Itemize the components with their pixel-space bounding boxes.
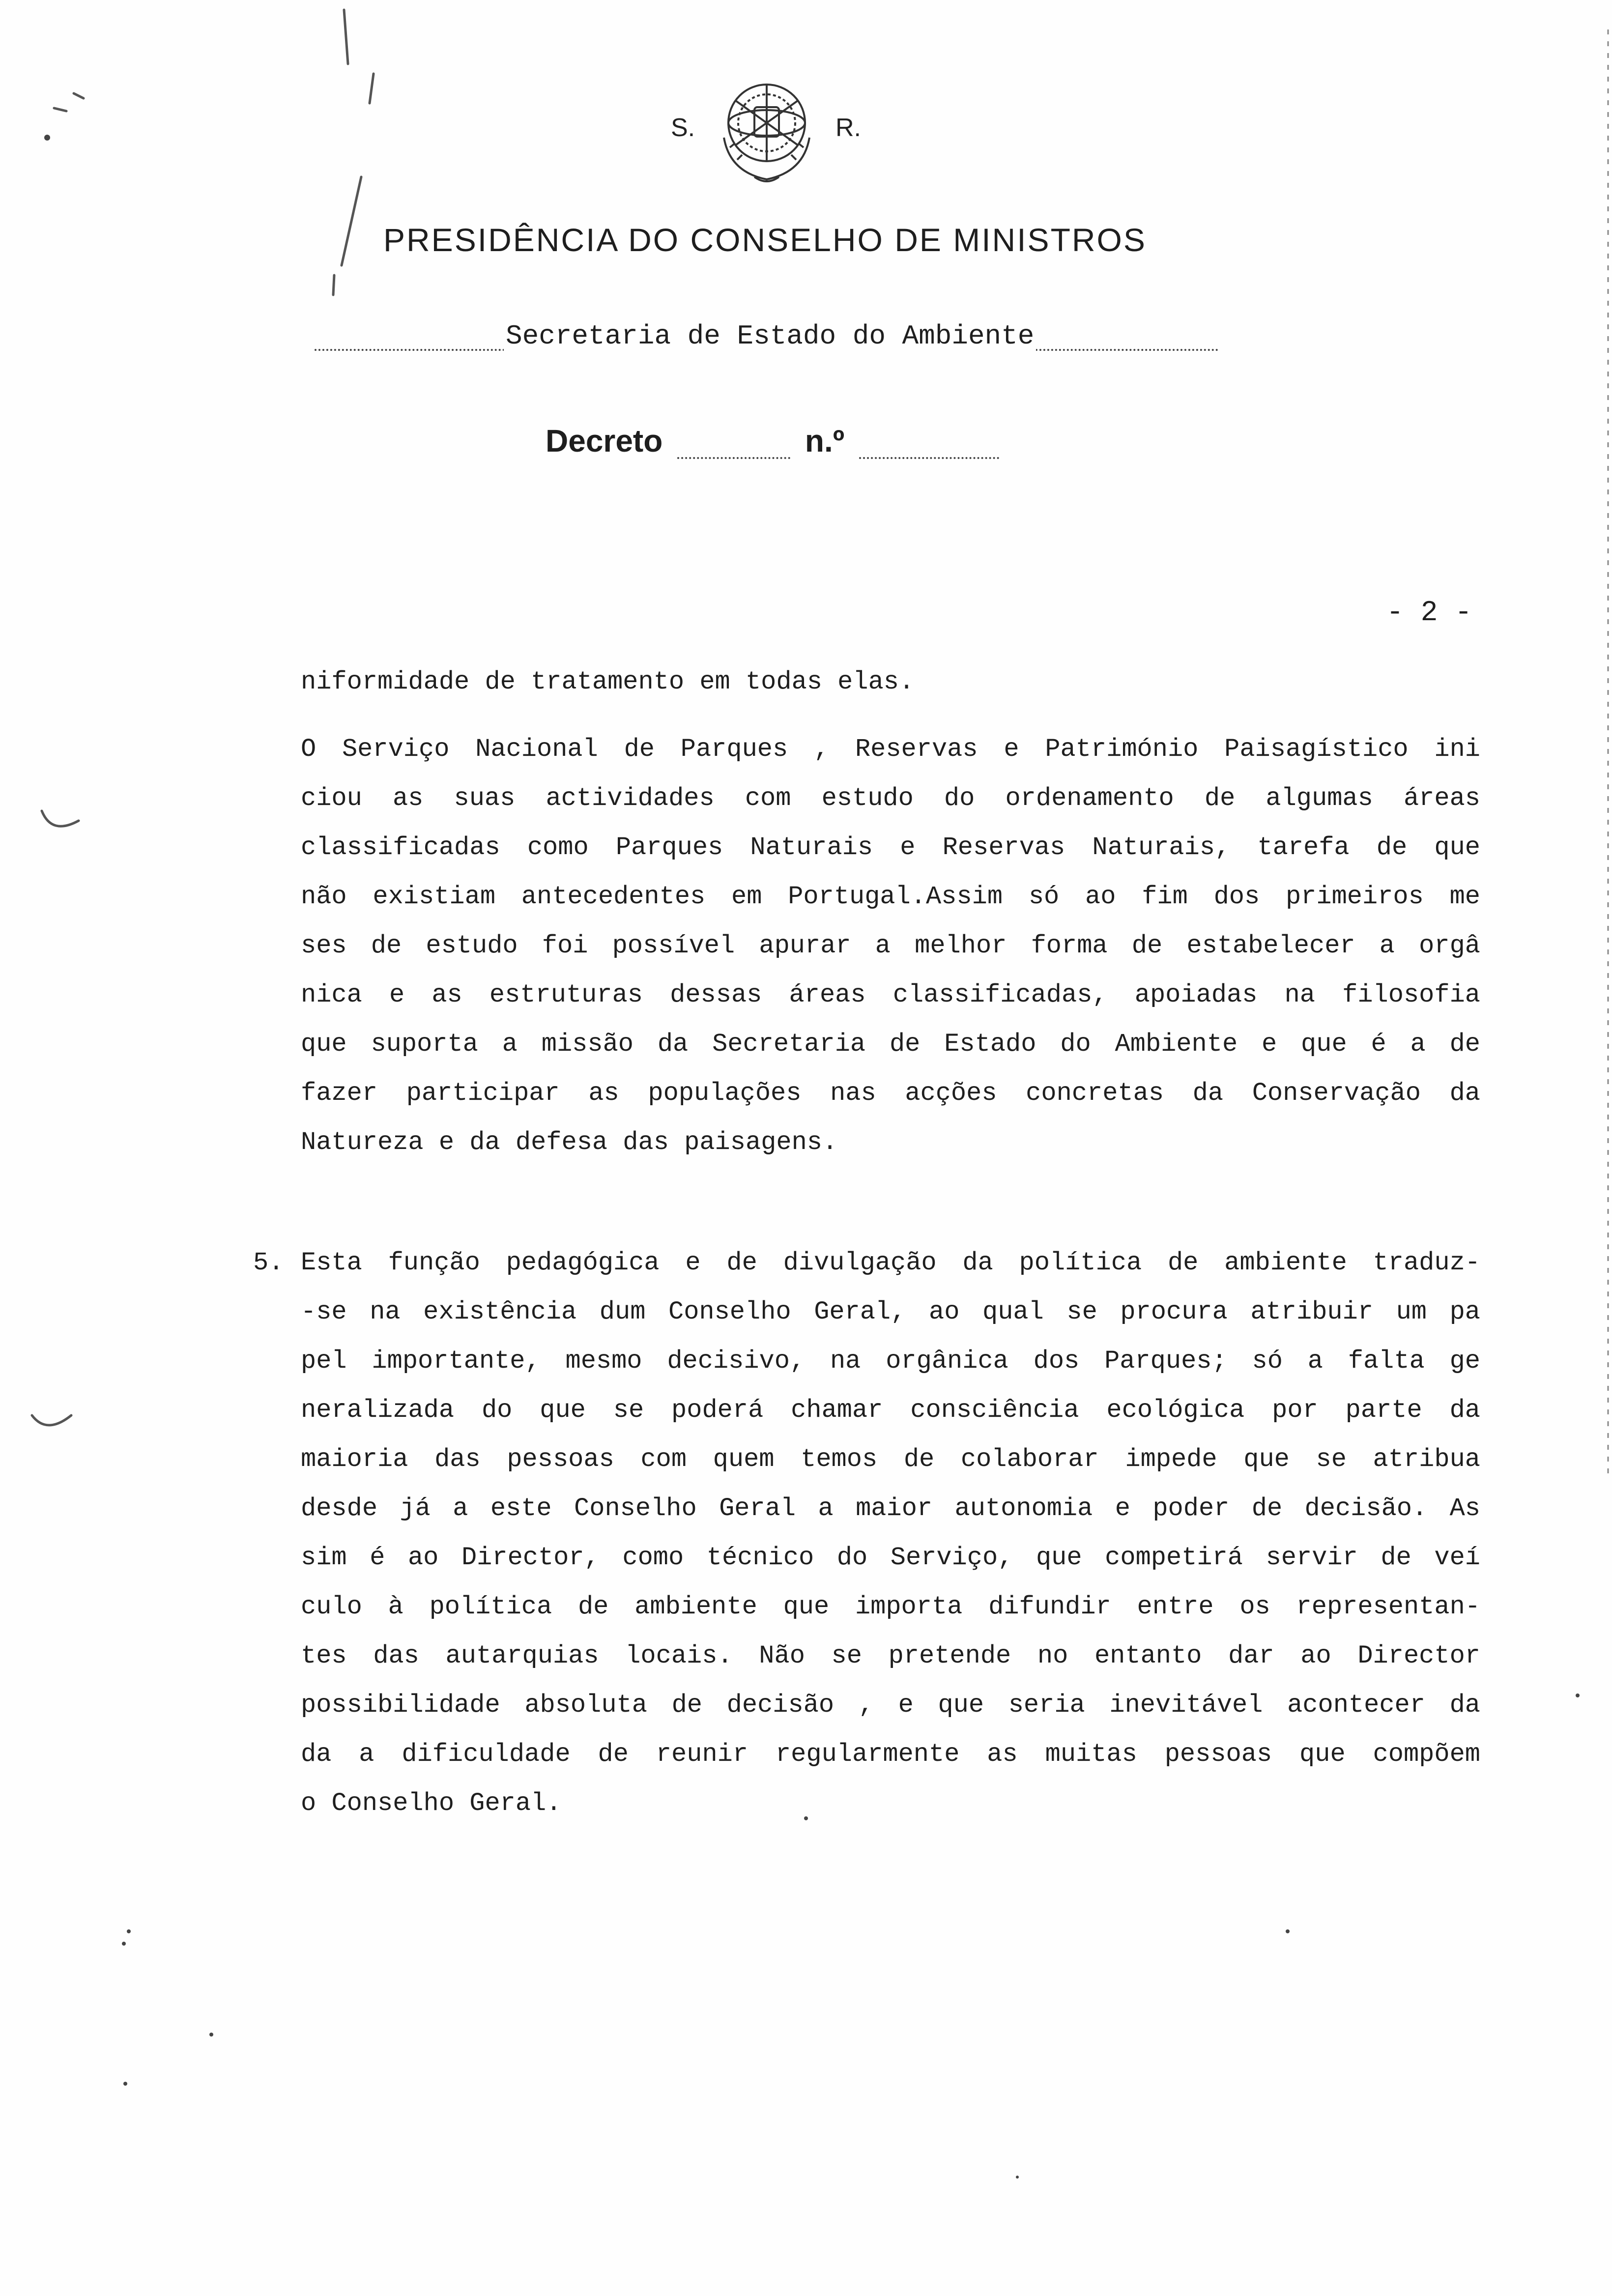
text-line: niformidade de tratamento em todas elas. — [301, 667, 915, 696]
item-5-paragraph — [301, 1238, 1480, 1828]
decreto-dotted-blank — [677, 432, 790, 459]
secretaria-name: Secretaria de Estado do Ambiente — [504, 320, 1036, 352]
text-line: ciou as suas actividades com estudo do ordenamento de algumas áreas — [301, 784, 1480, 813]
text-line: o Conselho Geral. — [301, 1789, 562, 1818]
text-line: Natureza e da defesa das paisagens. — [301, 1128, 838, 1157]
text-line: possibilidade absoluta de decisão , e que seria inevitável acontecer da — [301, 1691, 1480, 1720]
text-line: classificadas como Parques Naturais e Reservas Naturais, tarefa de que — [301, 833, 1480, 862]
text-line: culo à política de ambiente que importa difundir entre os representan- — [301, 1592, 1480, 1621]
text-line: pel importante, mesmo decisivo, na orgânica dos Parques; só a falta ge — [301, 1347, 1480, 1376]
numero-dotted-blank — [859, 432, 999, 459]
text-line: desde já a este Conselho Geral a maior autonomia e poder de decisão. As — [301, 1494, 1480, 1523]
text-line: tes das autarquias locais. Não se pretende no entanto dar ao Director — [301, 1641, 1480, 1670]
seal-left-letter: S. — [671, 114, 695, 142]
text-line: -se na existência dum Conselho Geral, ao qual se procura atribuir um pa — [301, 1297, 1480, 1326]
item-number: 5. — [253, 1248, 284, 1277]
text-line: fazer participar as populações nas acções concretas da Conservação da — [301, 1079, 1480, 1108]
secretaria-field — [315, 315, 1219, 351]
text-line: da a dificuldade de reunir regularmente as muitas pessoas que compõem — [301, 1740, 1480, 1769]
servico-paragraph — [301, 725, 1480, 1167]
text-line: maioria das pessoas com quem temos de colaborar impede que se atribua — [301, 1445, 1480, 1474]
page-number: - 2 - — [1386, 597, 1472, 629]
text-line: ses de estudo foi possível apurar a melhor forma de estabelecer a orgâ — [301, 931, 1480, 960]
coat-of-arms-seal-icon — [715, 74, 818, 187]
decreto-field — [546, 423, 1005, 462]
text-line: sim é ao Director, como técnico do Serviço, que competirá servir de veí — [301, 1543, 1480, 1572]
text-line: neralizada do que se poderá chamar consciência ecológica por parte da — [301, 1396, 1480, 1425]
numero-label: n.º — [805, 423, 845, 459]
text-line: não existiam antecedentes em Portugal.Assim só ao fim dos primeiros me — [301, 882, 1480, 911]
text-line: Esta função pedagógica e de divulgação da política de ambiente traduz- — [301, 1248, 1480, 1277]
continuation-paragraph — [301, 658, 1480, 707]
text-line: O Serviço Nacional de Parques , Reservas e Património Paisagístico ini — [301, 735, 1480, 764]
text-line: nica e as estruturas dessas áreas classificadas, apoiadas na filosofia — [301, 980, 1480, 1009]
seal-right-letter: R. — [835, 114, 861, 142]
letterhead-seal-row — [654, 69, 899, 197]
presidency-heading: PRESIDÊNCIA DO CONSELHO DE MINISTROS — [383, 222, 1147, 258]
decreto-label: Decreto — [546, 423, 663, 459]
text-line: que suporta a missão da Secretaria de Estado do Ambiente e que é a de — [301, 1030, 1480, 1059]
